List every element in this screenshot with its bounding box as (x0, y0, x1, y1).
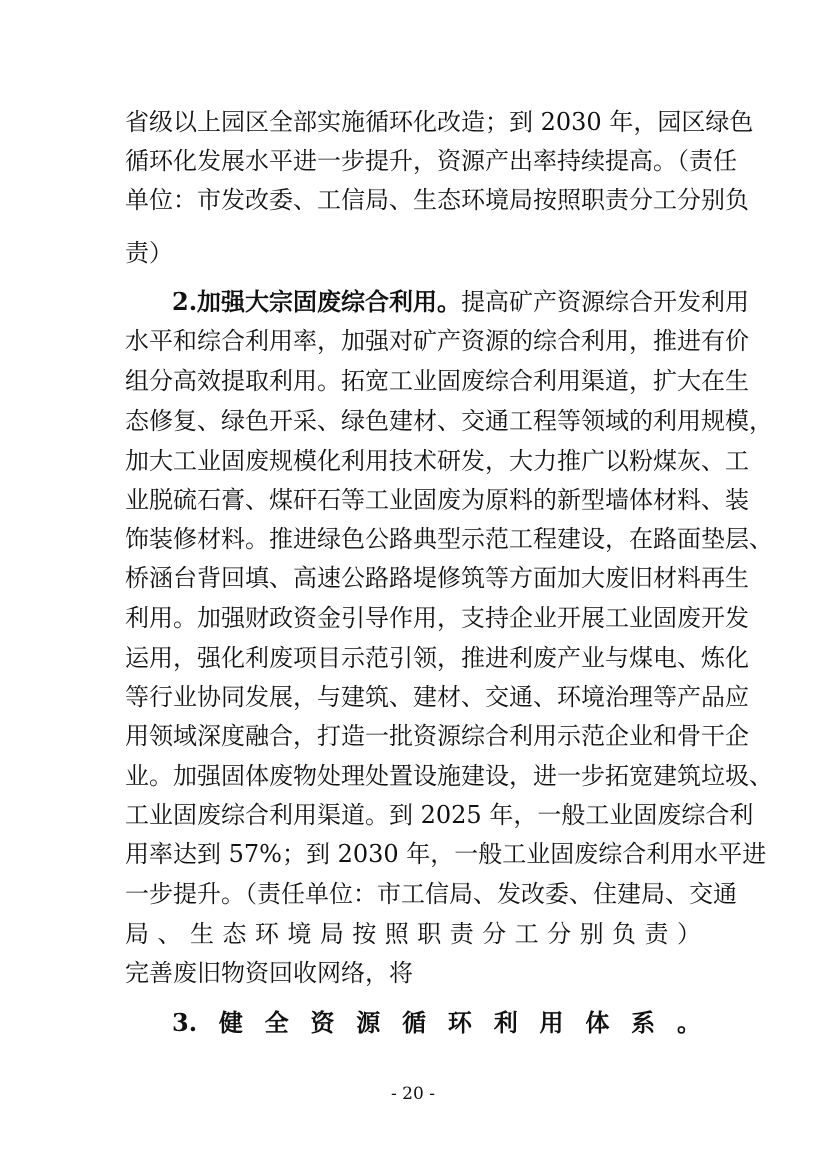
page-number: - 20 - (391, 1084, 435, 1104)
body-line: 加大工业固废规模化利用技术研发，大力推广以粉煤灰、工 (125, 447, 749, 475)
body-line: 局、生态环境局按照职责分工分别负责） (125, 920, 701, 948)
section-3-first-line (172, 1003, 701, 1043)
body-line: 水平和综合利用率，加强对矿产资源的综合利用，推进有价 (125, 327, 749, 355)
body-line: 态修复、绿色开采、绿色建材、交通工程等领域的利用规模， (125, 407, 773, 435)
body-line: 组分高效提取利用。拓宽工业固废综合利用渠道，扩大在生 (125, 367, 749, 395)
body-text: 提高矿产资源综合开发利用 (461, 288, 750, 316)
body-line: 运用，强化利废项目示范引领，推进利废产业与煤电、炼化 (125, 644, 749, 672)
section-2-first-line (172, 282, 750, 322)
body-line: 利用。加强财政资金引导作用，支持企业开展工业固废开发 (125, 604, 749, 632)
body-line: 循环化发展水平进一步提升，资源产出率持续提高。（责任 (125, 147, 737, 175)
body-line: 单位：市发改委、工信局、生态环境局按照职责分工分别负 (125, 186, 749, 214)
body-line: 省级以上园区全部实施循环化改造；到 2030 年，园区绿色 (125, 108, 754, 136)
body-line: 等行业协同发展，与建筑、建材、交通、环境治理等产品应 (125, 683, 749, 711)
body-line: 用领域深度融合，打造一批资源综合利用示范企业和骨干企 (125, 722, 749, 750)
body-line: 完善废旧物资回收网络，将 (125, 959, 413, 987)
body-line: 工业固废综合利用渠道。到 2025 年，一般工业固废综合利 (125, 801, 754, 829)
section-heading-3: 3.健全资源循环利用体系。 (172, 1008, 701, 1037)
body-line: 业。加强固体废物处理处置设施建设，进一步拓宽建筑垃圾、 (125, 762, 773, 790)
body-line: 责） (125, 239, 173, 267)
body-line: 一步提升。（责任单位：市工信局、发改委、住建局、交通 (125, 880, 737, 908)
body-line: 桥涵台背回填、高速公路路堤修筑等方面加大废旧材料再生 (125, 564, 749, 592)
body-line: 业脱硫石膏、煤矸石等工业固废为原料的新型墙体材料、装 (125, 486, 749, 514)
section-heading-2: 2.加强大宗固废综合利用。 (172, 287, 462, 316)
body-line: 饰装修材料。推进绿色公路典型示范工程建设，在路面垫层、 (125, 525, 773, 553)
body-line: 用率达到 57%；到 2030 年，一般工业固废综合利用水平进 (125, 840, 767, 868)
